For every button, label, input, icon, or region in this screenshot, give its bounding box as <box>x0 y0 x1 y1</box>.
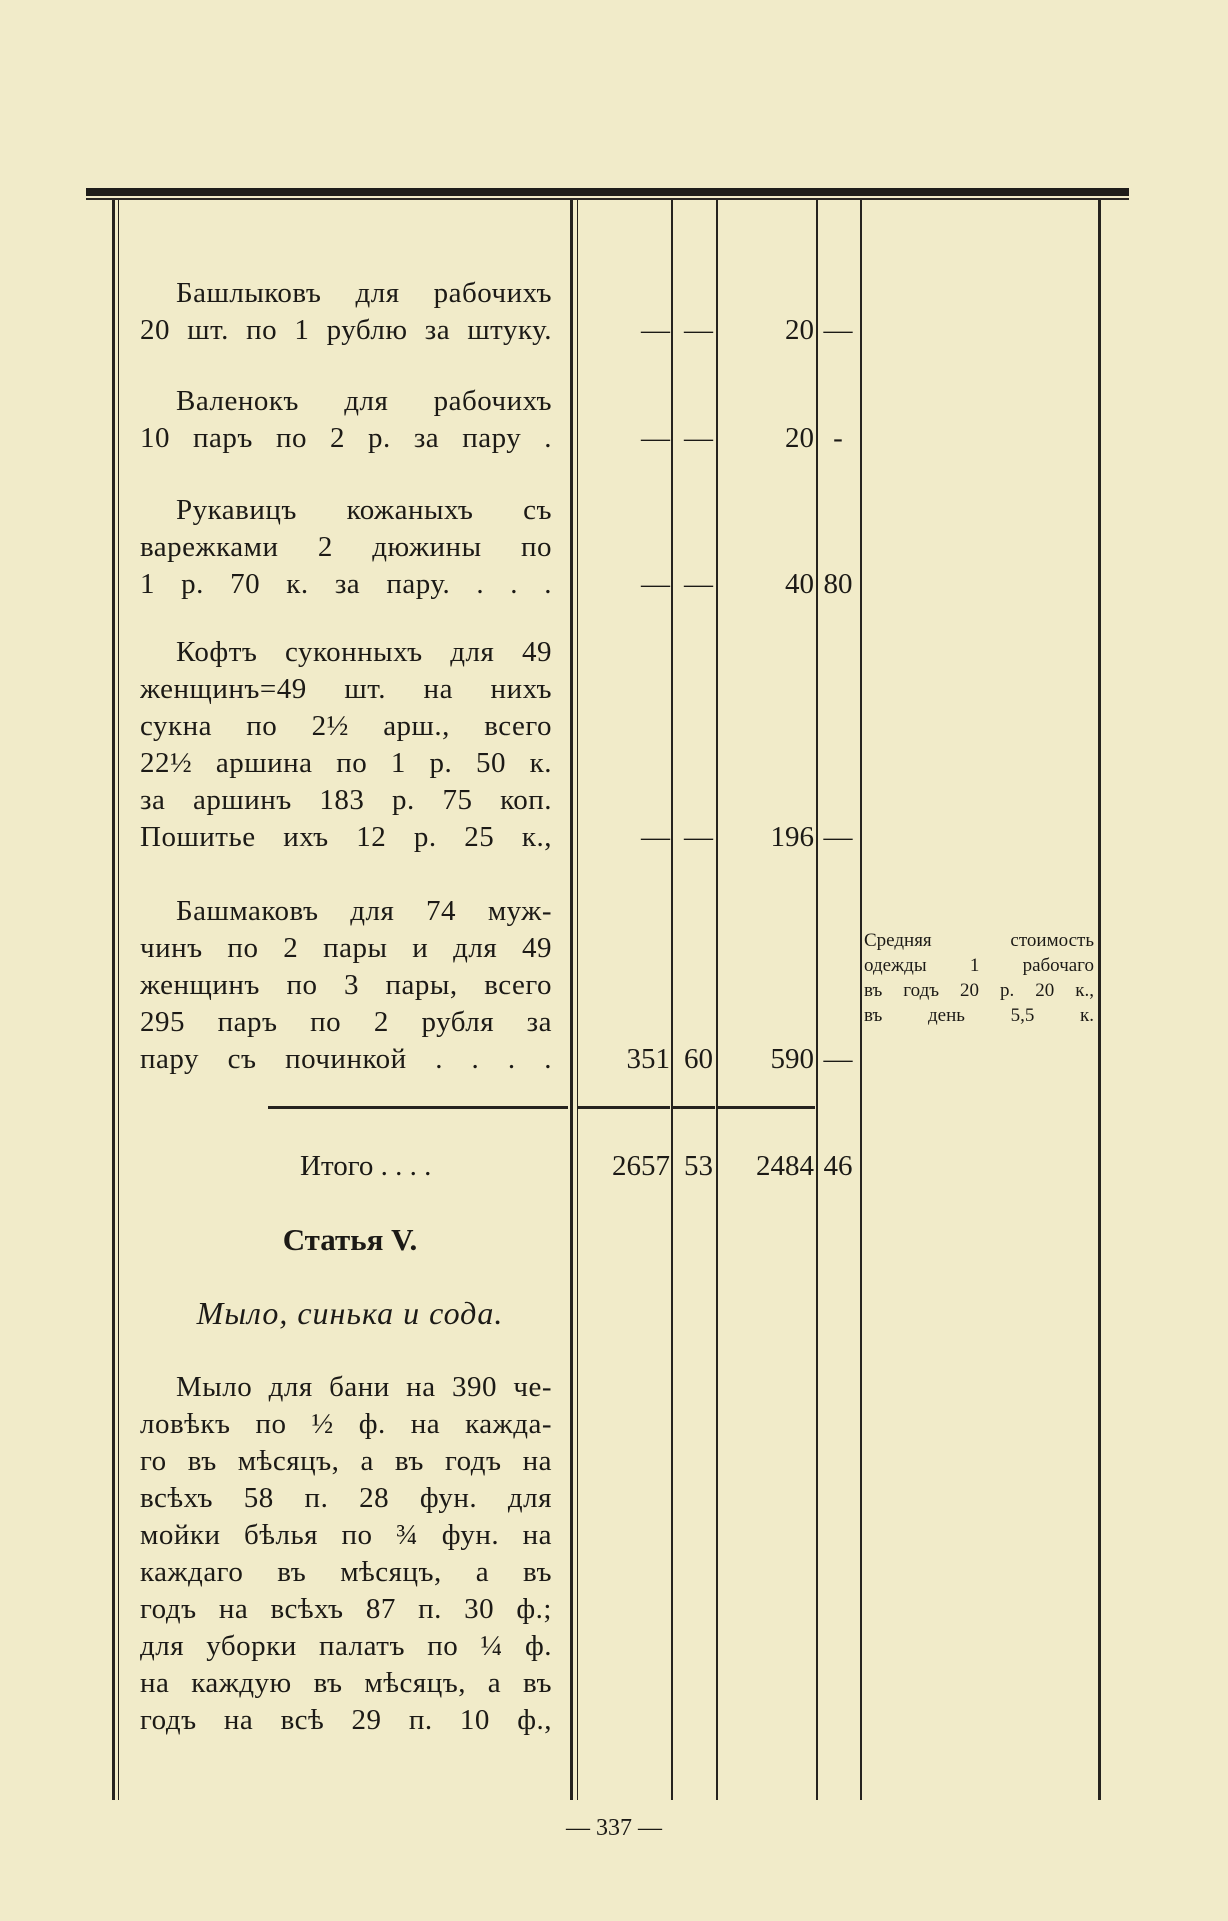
entry-valenki-c4: - <box>833 422 843 454</box>
side-note: Средняя стоимость одежды 1 рабочаго въ годъ 20 р. 20 к., въ день 5,5 к. <box>864 930 1094 1026</box>
entry-valenki-c3: 20 <box>785 422 814 454</box>
entry-rukavitsy-c4: 80 <box>823 568 853 600</box>
rule-left-inner <box>118 200 119 1800</box>
rule-c4 <box>860 200 862 1800</box>
entry-bashmaki-c1: 351 <box>626 1043 670 1075</box>
entry-kofty-c3: 196 <box>770 821 814 853</box>
entry-soap-text: Мыло для бани на 390 че- ловѣкъ по ½ ф. на кажда- го въ мѣсяцъ, а въ годъ на всѣхъ 58 п. 28 фун. для мойки бѣлья по ¾ фун. на каждаго въ мѣсяцъ, а въ годъ на всѣхъ 87 п. 30 ф.; для уборки палатъ по ¼ ф. на каждую въ мѣсяцъ, а въ годъ на всѣ 29 п. 10 ф., <box>140 1371 552 1736</box>
entry-bashlyki-text: Башлыковъ для рабочихъ 20 шт. по 1 рублю за штуку. <box>140 277 552 346</box>
total-label: Итого . . . . <box>300 1150 432 1182</box>
total-rule-c3 <box>718 1106 815 1109</box>
entry-rukavitsy-c1: — <box>641 568 670 600</box>
total-c4: 46 <box>823 1150 853 1182</box>
entry-bashmaki-c4: — <box>823 1043 853 1075</box>
top-rule-thin <box>86 198 1129 200</box>
rule-text-col <box>570 200 573 1800</box>
entry-valenki-c1: — <box>641 422 670 454</box>
entry-kofty-c1: — <box>641 821 670 853</box>
entry-rukavitsy-c3: 40 <box>785 568 814 600</box>
entry-bashlyki-c3: 20 <box>785 314 814 346</box>
entry-bashmaki-c2: 60 <box>684 1043 713 1075</box>
total-rule-c1 <box>578 1106 670 1109</box>
entry-bashmaki-c3: 590 <box>770 1043 814 1075</box>
left-border <box>112 200 115 1800</box>
entry-rukavitsy-text: Рукавицъ кожаныхъ съ варежками 2 дюжины по 1 р. 70 к. за пару. . . . <box>140 494 552 600</box>
top-rule <box>86 188 1129 196</box>
article-subtitle: Мыло, синька и сода. <box>196 1295 504 1331</box>
right-border <box>1098 200 1101 1800</box>
entry-kofty-c2: — <box>684 821 713 853</box>
page-number: — 337 — <box>566 1815 662 1841</box>
entry-valenki-text: Валенокъ для рабочихъ 10 паръ по 2 р. за пару . <box>140 385 552 454</box>
entry-valenki-c2: — <box>684 422 713 454</box>
total-c2: 53 <box>684 1150 713 1182</box>
entry-bashmaki-text: Башмаковъ для 74 муж- чинъ по 2 пары и для 49 женщинъ по 3 пары, всего 295 паръ по 2 рубля за пару съ починкой . . . . <box>140 895 552 1075</box>
total-c3: 2484 <box>756 1150 814 1182</box>
entry-rukavitsy-c2: — <box>684 568 713 600</box>
article-title: Статья V. <box>282 1222 418 1257</box>
entry-kofty-c4: — <box>823 821 853 853</box>
entry-bashlyki-c2: — <box>684 314 713 346</box>
total-rule-c2 <box>673 1106 715 1109</box>
entry-bashlyki-c1: — <box>641 314 670 346</box>
total-rule-text <box>268 1106 568 1109</box>
entry-kofty-text: Кофтъ суконныхъ для 49 женщинъ=49 шт. на нихъ сукна по 2½ арш., всего 22½ аршина по 1 р. 50 к. за аршинъ 183 р. 75 коп. Пошитье ихъ 12 р. 25 к., <box>140 636 552 853</box>
total-c1: 2657 <box>612 1150 670 1182</box>
entry-bashlyki-c4: — <box>823 314 853 346</box>
